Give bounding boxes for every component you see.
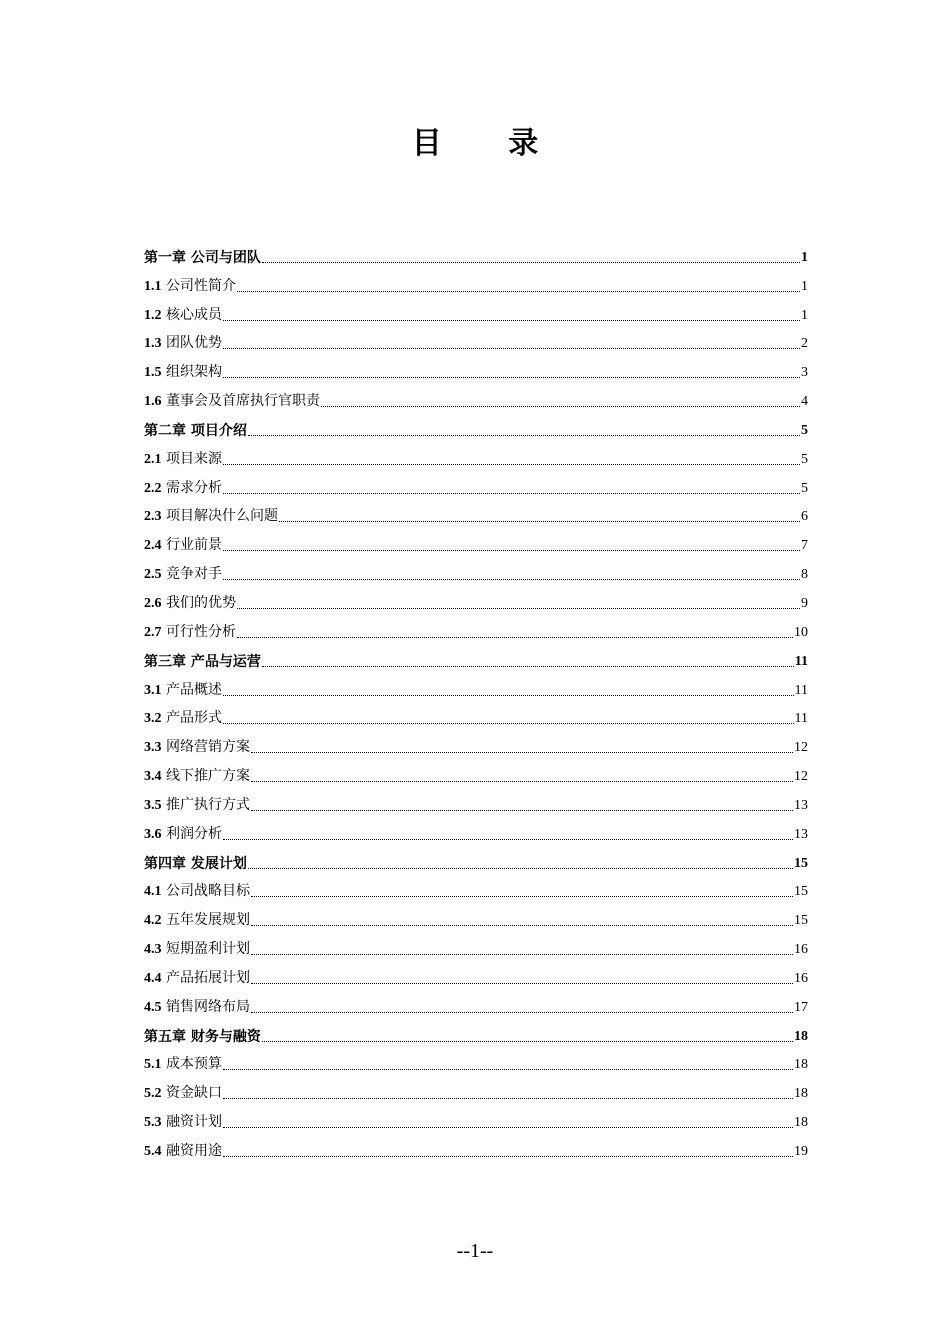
toc-page-number: 4 bbox=[801, 394, 808, 410]
toc-section-entry[interactable] bbox=[144, 815, 808, 844]
toc-entry-title: 项目解决什么问题 bbox=[165, 508, 278, 525]
toc-entry-label bbox=[144, 1084, 222, 1103]
toc-entry-title: 核心成员 bbox=[165, 306, 222, 323]
toc-entry-title: 第四章 发展计划 bbox=[144, 855, 247, 872]
toc-entry-label bbox=[144, 855, 247, 873]
dot-leader bbox=[223, 347, 800, 349]
toc-page-number: 15 bbox=[794, 855, 808, 871]
toc-section-entry[interactable] bbox=[144, 901, 808, 930]
toc-entry-label bbox=[144, 450, 222, 469]
toc-entry-title: 第二章 项目介绍 bbox=[144, 422, 247, 439]
dot-leader bbox=[251, 924, 793, 926]
dot-leader bbox=[248, 867, 793, 869]
toc-entry-title: 产品拓展计划 bbox=[165, 969, 250, 986]
toc-page-number: 18 bbox=[794, 1057, 808, 1073]
toc-entry-label bbox=[144, 796, 250, 815]
toc-section-number: 1.2 bbox=[144, 307, 162, 323]
dot-leader bbox=[251, 809, 793, 811]
toc-entry-title: 董事会及首席执行官职责 bbox=[165, 393, 320, 410]
toc-section-entry[interactable] bbox=[144, 469, 808, 498]
dot-leader bbox=[223, 492, 800, 494]
dot-leader bbox=[223, 1068, 793, 1070]
toc-page-number: 15 bbox=[794, 913, 808, 929]
toc-section-number: 4.2 bbox=[144, 913, 162, 929]
toc-entry-label bbox=[144, 277, 236, 296]
dot-leader bbox=[262, 1040, 793, 1042]
toc-entry-label bbox=[144, 998, 250, 1017]
toc-section-entry[interactable] bbox=[144, 613, 808, 642]
toc-page-number: 5 bbox=[801, 480, 808, 496]
toc-section-number: 4.1 bbox=[144, 884, 162, 900]
toc-entry-title: 竞争对手 bbox=[165, 566, 222, 583]
toc-page-number: 1 bbox=[801, 249, 808, 265]
toc-section-entry[interactable] bbox=[144, 988, 808, 1017]
toc-section-entry[interactable] bbox=[144, 440, 808, 469]
toc-section-entry[interactable] bbox=[144, 382, 808, 411]
toc-section-entry[interactable] bbox=[144, 1103, 808, 1132]
toc-entry-title: 网络营销方案 bbox=[165, 739, 250, 756]
toc-page-number: 7 bbox=[801, 538, 808, 554]
dot-leader bbox=[223, 1155, 793, 1157]
toc-entry-title: 需求分析 bbox=[165, 479, 222, 496]
toc-section-number: 2.3 bbox=[144, 509, 162, 525]
toc-entry-label bbox=[144, 594, 236, 613]
toc-section-entry[interactable] bbox=[144, 1132, 808, 1161]
toc-entry-label bbox=[144, 1113, 222, 1132]
toc-entry-title: 融资计划 bbox=[165, 1114, 222, 1131]
toc-entry-title: 可行性分析 bbox=[165, 623, 236, 640]
toc-section-number: 3.6 bbox=[144, 826, 162, 842]
toc-section-number: 5.3 bbox=[144, 1115, 162, 1131]
table-of-contents bbox=[144, 238, 808, 1161]
toc-chapter-entry[interactable] bbox=[144, 1017, 808, 1046]
dot-leader bbox=[251, 780, 793, 782]
toc-section-number: 2.5 bbox=[144, 567, 162, 583]
toc-section-number: 2.1 bbox=[144, 451, 162, 467]
toc-entry-title: 第一章 公司与团队 bbox=[144, 249, 261, 266]
toc-page-number: 11 bbox=[794, 682, 808, 698]
toc-entry-label bbox=[144, 681, 222, 700]
toc-section-entry[interactable] bbox=[144, 584, 808, 613]
toc-page-number: 16 bbox=[794, 942, 808, 958]
toc-section-number: 2.2 bbox=[144, 480, 162, 496]
dot-leader bbox=[251, 895, 793, 897]
toc-entry-title: 销售网络布局 bbox=[165, 998, 250, 1015]
toc-section-entry[interactable] bbox=[144, 873, 808, 902]
toc-entry-label bbox=[144, 825, 222, 844]
toc-section-number: 2.4 bbox=[144, 538, 162, 554]
toc-entry-title: 第三章 产品与运营 bbox=[144, 653, 261, 670]
toc-page-number: 18 bbox=[794, 1086, 808, 1102]
toc-chapter-entry[interactable] bbox=[144, 642, 808, 671]
toc-entry-title: 第五章 财务与融资 bbox=[144, 1028, 261, 1045]
toc-section-entry[interactable] bbox=[144, 700, 808, 729]
toc-section-entry[interactable] bbox=[144, 267, 808, 296]
toc-entry-title: 成本预算 bbox=[165, 1056, 222, 1073]
page-title: 目 录 bbox=[411, 126, 567, 161]
toc-entry-label bbox=[144, 738, 250, 757]
toc-entry-label bbox=[144, 422, 247, 440]
toc-entry-title: 五年发展规划 bbox=[165, 912, 250, 929]
toc-entry-label bbox=[144, 536, 222, 555]
toc-section-entry[interactable] bbox=[144, 498, 808, 527]
toc-page-number: 17 bbox=[794, 999, 808, 1015]
toc-section-number: 3.1 bbox=[144, 682, 162, 698]
toc-section-number: 3.2 bbox=[144, 711, 162, 727]
toc-section-number: 5.1 bbox=[144, 1057, 162, 1073]
toc-page-number: 9 bbox=[801, 595, 808, 611]
toc-section-entry[interactable] bbox=[144, 671, 808, 700]
dot-leader bbox=[223, 319, 800, 321]
dot-leader bbox=[262, 665, 794, 667]
dot-leader bbox=[223, 376, 800, 378]
toc-section-entry[interactable] bbox=[144, 353, 808, 382]
dot-leader bbox=[262, 261, 800, 263]
dot-leader bbox=[251, 982, 793, 984]
toc-section-number: 3.3 bbox=[144, 740, 162, 756]
toc-page-number: 15 bbox=[794, 884, 808, 900]
toc-section-number: 1.1 bbox=[144, 278, 162, 294]
toc-entry-title: 推广执行方式 bbox=[165, 796, 250, 813]
toc-page-number: 11 bbox=[794, 653, 808, 669]
toc-entry-label bbox=[144, 1028, 261, 1046]
toc-page-number: 3 bbox=[801, 365, 808, 381]
toc-entry-label bbox=[144, 565, 222, 584]
toc-page-number: 12 bbox=[794, 740, 808, 756]
toc-section-entry[interactable] bbox=[144, 1074, 808, 1103]
toc-chapter-entry[interactable] bbox=[144, 411, 808, 440]
toc-entry-label bbox=[144, 1142, 222, 1161]
dot-leader bbox=[237, 290, 800, 292]
toc-entry-label bbox=[144, 767, 250, 786]
toc-page-number: 8 bbox=[801, 567, 808, 583]
toc-page-number: 12 bbox=[794, 769, 808, 785]
toc-section-entry[interactable] bbox=[144, 1046, 808, 1075]
toc-entry-label bbox=[144, 969, 250, 988]
toc-page-number: 16 bbox=[794, 970, 808, 986]
toc-entry-label bbox=[144, 479, 222, 498]
toc-entry-title: 产品形式 bbox=[165, 710, 222, 727]
toc-section-entry[interactable] bbox=[144, 786, 808, 815]
toc-entry-label bbox=[144, 392, 320, 411]
toc-page-number: 10 bbox=[794, 624, 808, 640]
toc-entry-title: 公司性简介 bbox=[165, 277, 236, 294]
dot-leader bbox=[237, 607, 800, 609]
toc-entry-title: 行业前景 bbox=[165, 537, 222, 554]
toc-entry-label bbox=[144, 306, 222, 325]
toc-entry-label bbox=[144, 1055, 222, 1074]
toc-section-number: 1.3 bbox=[144, 336, 162, 352]
toc-section-number: 2.7 bbox=[144, 624, 162, 640]
toc-section-number: 1.6 bbox=[144, 394, 162, 410]
dot-leader bbox=[223, 1097, 793, 1099]
toc-entry-label bbox=[144, 507, 278, 526]
toc-entry-label bbox=[144, 623, 236, 642]
toc-entry-title: 项目来源 bbox=[165, 450, 222, 467]
toc-section-number: 3.4 bbox=[144, 769, 162, 785]
toc-section-number: 4.4 bbox=[144, 970, 162, 986]
toc-section-entry[interactable] bbox=[144, 728, 808, 757]
toc-page-number: 1 bbox=[801, 307, 808, 323]
toc-entry-label bbox=[144, 911, 250, 930]
toc-section-entry[interactable] bbox=[144, 757, 808, 786]
dot-leader bbox=[223, 722, 794, 724]
toc-entry-title: 短期盈利计划 bbox=[165, 941, 250, 958]
toc-entry-title: 公司战略目标 bbox=[165, 883, 250, 900]
toc-section-entry[interactable] bbox=[144, 959, 808, 988]
toc-entry-title: 融资用途 bbox=[165, 1143, 222, 1159]
toc-entry-title: 团队优势 bbox=[165, 335, 222, 352]
toc-section-number: 5.4 bbox=[144, 1144, 162, 1159]
toc-section-number: 2.6 bbox=[144, 595, 162, 611]
toc-section-number: 1.5 bbox=[144, 365, 162, 381]
toc-entry-label bbox=[144, 363, 222, 382]
dot-leader bbox=[223, 578, 800, 580]
dot-leader bbox=[251, 751, 793, 753]
toc-entry-label bbox=[144, 709, 222, 728]
toc-section-entry[interactable] bbox=[144, 296, 808, 325]
page-number: --1-- bbox=[456, 1240, 494, 1262]
toc-section-entry[interactable] bbox=[144, 526, 808, 555]
dot-leader bbox=[223, 694, 794, 696]
dot-leader bbox=[321, 405, 800, 407]
toc-chapter-entry[interactable] bbox=[144, 238, 808, 267]
dot-leader bbox=[223, 463, 800, 465]
dot-leader bbox=[237, 636, 793, 638]
toc-entry-label bbox=[144, 882, 250, 901]
dot-leader bbox=[223, 1126, 793, 1128]
toc-page-number: 2 bbox=[801, 336, 808, 352]
toc-page-number: 11 bbox=[794, 711, 808, 727]
toc-page-number: 6 bbox=[801, 509, 808, 525]
toc-page-number: 5 bbox=[801, 422, 808, 438]
toc-section-entry[interactable] bbox=[144, 555, 808, 584]
dot-leader bbox=[248, 434, 800, 436]
toc-section-number: 4.3 bbox=[144, 942, 162, 958]
toc-page-number: 5 bbox=[801, 451, 808, 467]
toc-section-number: 5.2 bbox=[144, 1086, 162, 1102]
toc-entry-title: 资金缺口 bbox=[165, 1085, 222, 1102]
dot-leader bbox=[251, 953, 793, 955]
toc-page-number: 1 bbox=[801, 278, 808, 294]
toc-entry-label bbox=[144, 653, 261, 671]
toc-entry-label bbox=[144, 334, 222, 353]
toc-entry-title: 我们的优势 bbox=[165, 594, 236, 611]
toc-chapter-entry[interactable] bbox=[144, 844, 808, 873]
toc-entry-title: 产品概述 bbox=[165, 681, 222, 698]
dot-leader bbox=[251, 1011, 793, 1013]
dot-leader bbox=[279, 520, 800, 522]
toc-entry-label bbox=[144, 940, 250, 959]
toc-page-number: 13 bbox=[794, 797, 808, 813]
toc-section-entry[interactable] bbox=[144, 930, 808, 959]
toc-page-number: 19 bbox=[794, 1144, 808, 1159]
toc-entry-label bbox=[144, 249, 261, 267]
toc-entry-title: 利润分析 bbox=[165, 825, 222, 842]
toc-page-number: 18 bbox=[794, 1028, 808, 1044]
toc-section-number: 3.5 bbox=[144, 797, 162, 813]
toc-page-number: 13 bbox=[794, 826, 808, 842]
toc-section-number: 4.5 bbox=[144, 999, 162, 1015]
toc-page-number: 18 bbox=[794, 1115, 808, 1131]
dot-leader bbox=[223, 549, 800, 551]
toc-entry-title: 组织架构 bbox=[165, 364, 222, 381]
dot-leader bbox=[223, 838, 793, 840]
toc-section-entry[interactable] bbox=[144, 325, 808, 354]
toc-entry-title: 线下推广方案 bbox=[165, 768, 250, 785]
